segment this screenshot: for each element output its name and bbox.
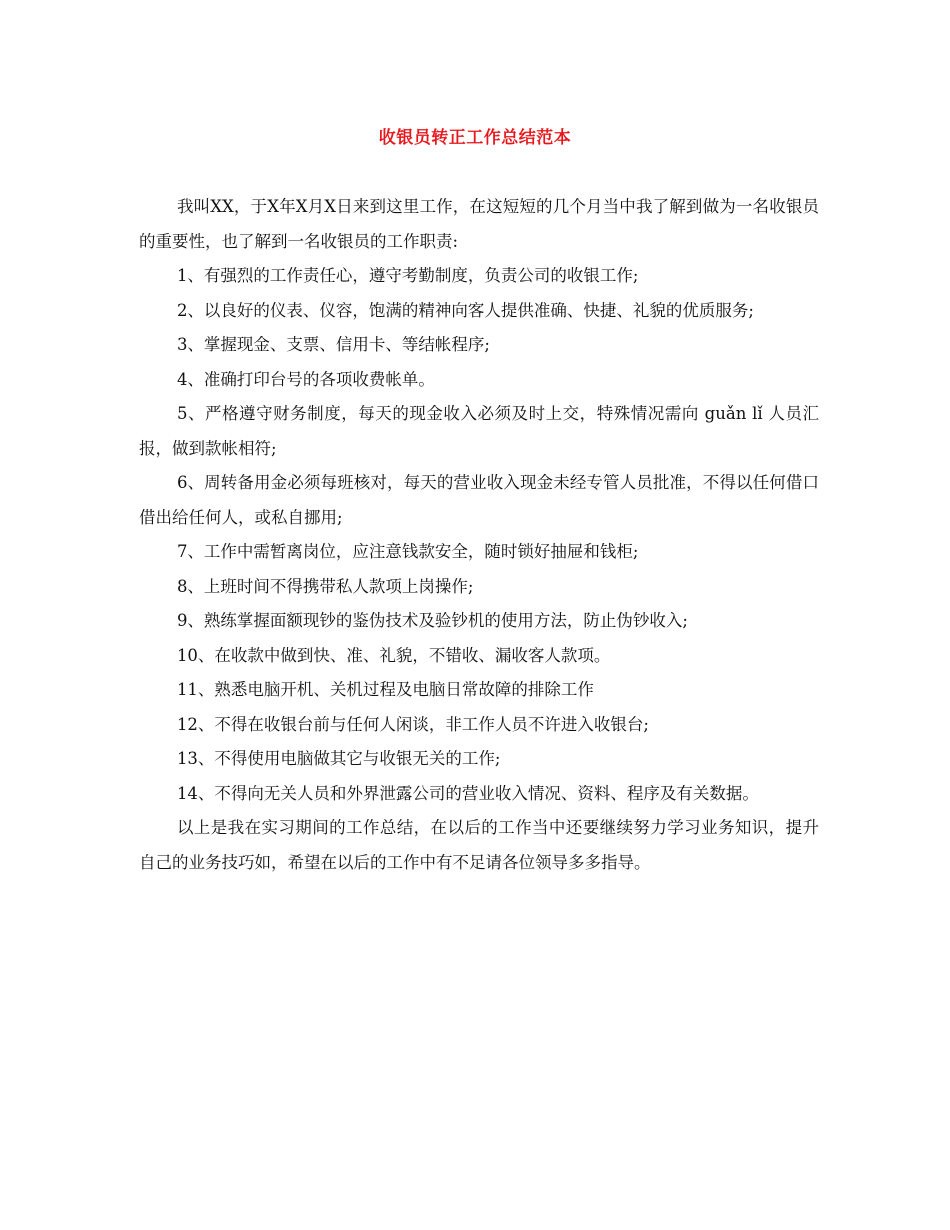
duty-item-1: 1、有强烈的工作责任心，遵守考勤制度，负责公司的收银工作; — [176, 266, 639, 285]
closing-paragraph: 以上是我在实习期间的工作总结，在以后的工作当中还要继续努力学习业务知识，提升自己的业务技巧如，希望在以后的工作中有不足请各位领导多多指导。 — [139, 818, 819, 872]
duty-item-6: 6、周转备用金必须每班核对，每天的营业收入现金未经专管人员批准，不得以任何借口借出给任何人，或私自挪用; — [139, 473, 819, 527]
duty-item-14: 14、不得向无关人员和外界泄露公司的营业收入情况、资料、程序及有关数据。 — [176, 783, 759, 803]
document-title: 收银员转正工作总结范本 — [378, 128, 572, 148]
duty-item-7: 7、工作中需暂离岗位，应注意钱款安全，随时锁好抽屉和钱柜; — [176, 542, 639, 561]
duty-item-11: 11、熟悉电脑开机、关机过程及电脑日常故障的排除工作 — [176, 680, 594, 699]
duty-item-10: 10、在收款中做到快、准、礼貌，不错收、漏收客人款项。 — [176, 645, 611, 665]
duty-item-9: 9、熟练掌握面额现钞的鉴伪技术及验钞机的使用方法，防止伪钞收入; — [176, 611, 688, 630]
duty-item-5: 5、严格遵守财务制度，每天的现金收入必须及时上交，特殊情况需向 guǎn lǐ 人员汇报，做到款帐相符; — [139, 404, 819, 458]
duty-item-3: 3、掌握现金、支票、信用卡、等结帐程序; — [176, 335, 490, 354]
document-body — [139, 190, 819, 880]
duty-item-8: 8、上班时间不得携带私人款项上岗操作; — [176, 576, 474, 596]
duty-item-13: 13、不得使用电脑做其它与收银无关的工作; — [176, 749, 501, 768]
duty-item-2: 2、以良好的仪表、仪容，饱满的精神向客人提供准确、快捷、礼貌的优质服务; — [176, 300, 754, 320]
intro-paragraph: 我叫XX，于X年X月X日来到这里工作，在这短短的几个月当中我了解到做为一名收银员的重要性，也了解到一名收银员的工作职责: — [139, 197, 819, 251]
duty-item-12: 12、不得在收银台前与任何人闲谈，非工作人员不许进入收银台; — [176, 714, 649, 734]
duty-item-4: 4、准确打印台号的各项收费帐单。 — [176, 369, 435, 389]
